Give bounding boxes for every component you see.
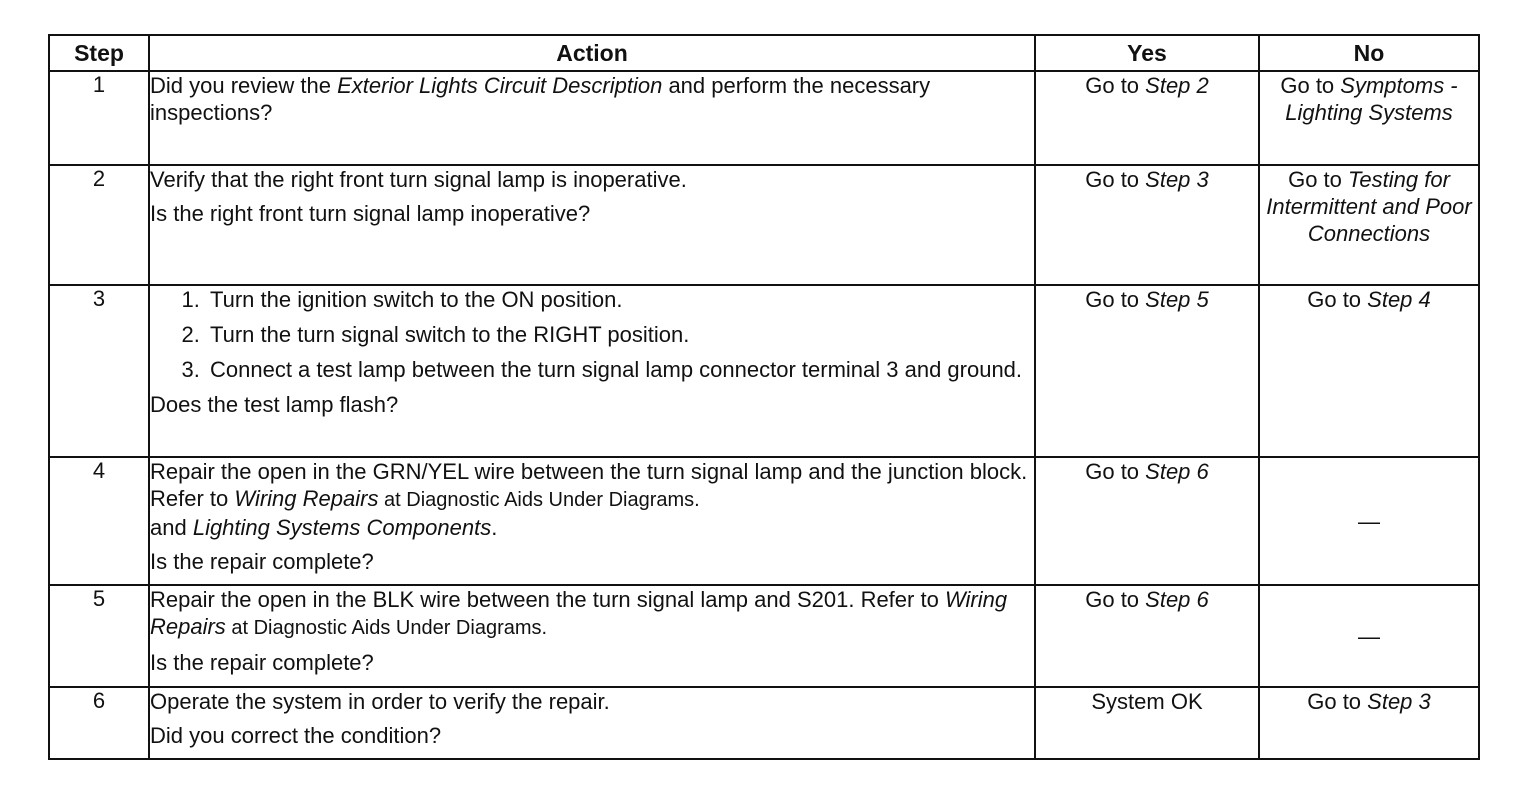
action-text: Operate the system in order to verify the repair. — [150, 689, 610, 714]
step-number: 5 — [49, 585, 149, 687]
action-steps-list — [150, 286, 1034, 383]
action-cell — [149, 165, 1035, 285]
action-question: Is the repair complete? — [150, 549, 374, 574]
action-cell — [149, 457, 1035, 585]
yes-target: Step 3 — [1145, 167, 1209, 192]
list-item: 1. Turn the ignition switch to the ON position. — [206, 286, 1034, 313]
yes-prefix: Go to — [1085, 73, 1146, 98]
header-action: Action — [149, 35, 1035, 71]
yes-target: Step 5 — [1145, 287, 1209, 312]
no-target: Symptoms - Lighting Systems — [1285, 73, 1458, 125]
yes-prefix: Go to — [1085, 587, 1146, 612]
table-row — [49, 585, 1479, 687]
no-cell — [1259, 457, 1479, 585]
action-cell — [149, 687, 1035, 759]
header-no: No — [1259, 35, 1479, 71]
action-text-part: at Diagnostic Aids Under Diagrams. — [378, 489, 700, 511]
yes-cell — [1035, 687, 1259, 759]
action-question: Did you correct the condition? — [150, 723, 442, 748]
table-row — [49, 457, 1479, 585]
action-cell — [149, 71, 1035, 165]
no-target: Step 4 — [1367, 287, 1431, 312]
action-reference: Lighting Systems Components — [192, 515, 492, 540]
action-question: Is the repair complete? — [150, 650, 374, 675]
no-prefix: Go to — [1280, 73, 1341, 98]
no-dash: — — [1358, 623, 1380, 649]
action-text: Verify that the right front turn signal lamp is inoperative. — [150, 167, 687, 192]
list-item: 2. Turn the turn signal switch to the RIGHT position. — [206, 321, 1034, 348]
action-text — [150, 586, 1034, 642]
action-question: Does the test lamp flash? — [150, 392, 399, 417]
yes-target: Step 6 — [1145, 459, 1209, 484]
action-cell — [149, 285, 1035, 457]
yes-text: System OK — [1091, 689, 1203, 714]
step-number: 6 — [49, 687, 149, 759]
action-reference: Wiring Repairs — [234, 486, 379, 511]
yes-cell — [1035, 285, 1259, 457]
action-reference: Exterior Lights Circuit Description — [337, 73, 663, 98]
header-step: Step — [49, 35, 149, 71]
yes-prefix: Go to — [1085, 167, 1146, 192]
no-cell — [1259, 165, 1479, 285]
yes-cell — [1035, 585, 1259, 687]
yes-cell — [1035, 165, 1259, 285]
action-text-part: . — [491, 515, 498, 540]
no-cell — [1259, 585, 1479, 687]
header-yes: Yes — [1035, 35, 1259, 71]
no-cell — [1259, 687, 1479, 759]
action-text-part: Repair the open in the BLK wire between the turn signal lamp and S201. Refer to — [150, 587, 945, 612]
yes-cell — [1035, 71, 1259, 165]
header-row — [49, 35, 1479, 71]
action-text: Did you review the — [150, 73, 338, 98]
no-target: Testing for Intermittent and Poor Connections — [1266, 167, 1472, 246]
action-cell — [149, 585, 1035, 687]
no-dash: — — [1358, 508, 1380, 534]
action-text — [150, 458, 1034, 541]
step-number: 4 — [49, 457, 149, 585]
step-number: 3 — [49, 285, 149, 457]
yes-prefix: Go to — [1085, 287, 1146, 312]
step-number: 2 — [49, 165, 149, 285]
action-text-part: Repair the open in the GRN/YEL wire between the turn signal lamp and the junction block. Refer to — [150, 459, 1028, 511]
diagnostic-table — [48, 34, 1480, 760]
action-text: and perform the necessary inspections? — [150, 73, 931, 125]
table-row — [49, 165, 1479, 285]
no-prefix: Go to — [1307, 287, 1368, 312]
list-item: 3. Connect a test lamp between the turn signal lamp connector terminal 3 and ground. — [206, 356, 1034, 383]
action-question: Is the right front turn signal lamp inoperative? — [150, 201, 591, 226]
no-prefix: Go to — [1288, 167, 1348, 192]
action-reference: Wiring Repairs — [150, 587, 1008, 639]
table-row — [49, 285, 1479, 457]
yes-prefix: Go to — [1085, 459, 1146, 484]
yes-target: Step 2 — [1145, 73, 1209, 98]
no-target: Step 3 — [1367, 689, 1431, 714]
no-cell — [1259, 71, 1479, 165]
table-row — [49, 71, 1479, 165]
yes-target: Step 6 — [1145, 587, 1209, 612]
step-number: 1 — [49, 71, 149, 165]
action-text-part: and — [150, 515, 193, 540]
yes-cell — [1035, 457, 1259, 585]
table-row — [49, 687, 1479, 759]
action-text-part: at Diagnostic Aids Under Diagrams. — [225, 617, 548, 639]
no-cell — [1259, 285, 1479, 457]
no-prefix: Go to — [1307, 689, 1368, 714]
